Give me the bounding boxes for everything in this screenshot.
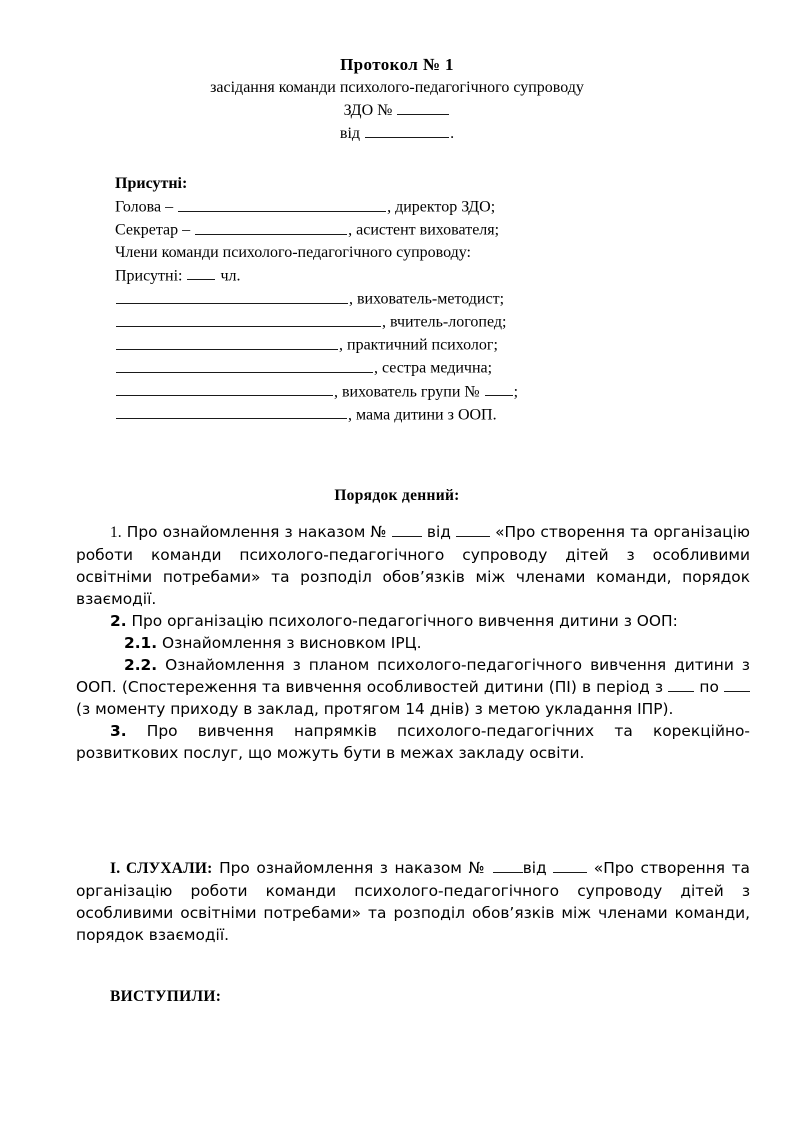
chair-role: , директор ЗДО; xyxy=(387,198,496,216)
member-role: , мама дитини з ООП. xyxy=(348,406,497,424)
chair-label: Голова – xyxy=(115,198,178,216)
agenda-item-2-1-text: Ознайомлення з висновком ІРЦ. xyxy=(157,634,422,652)
secretary-role: , асистент вихователя; xyxy=(348,221,500,239)
date-suffix: . xyxy=(450,125,455,142)
agenda-item-1-order-number-blank[interactable] xyxy=(392,522,422,537)
agenda-item-2-2-text-b: по xyxy=(694,678,724,696)
secretary-label: Секретар – xyxy=(115,221,195,239)
agenda-item-2-2-text-a: Ознайомлення з планом психолого-педагогічного вивчення дитини з ООП. (Спостереження та вивчення особливостей дитини (ПІ) в період з xyxy=(76,656,750,696)
agenda-item-1-number: 1. xyxy=(110,524,122,541)
member-row xyxy=(115,381,675,404)
document-subtitle: засідання команди психолого-педагогічного супроводу xyxy=(210,79,584,96)
agenda-item-2-2-text-c: (з моменту приходу в заклад, протягом 14 днів) з метою укладання ІПР). xyxy=(76,700,674,718)
attendee-count-blank[interactable] xyxy=(187,265,215,281)
member-name-blank[interactable] xyxy=(116,404,347,420)
agenda-item-1-text-b: від xyxy=(421,523,457,541)
listened-order-number-blank[interactable] xyxy=(493,858,523,873)
listened-order-date-blank[interactable] xyxy=(553,858,587,873)
member-row xyxy=(115,288,675,311)
agenda-item-3-text: Про вивчення напрямків психолого-педагогічних та корекційно-розвиткових послуг, що можуть бути в межах закладу освіти. xyxy=(76,722,750,762)
agenda-item-2-number: 2. xyxy=(110,612,127,630)
member-row xyxy=(115,357,675,380)
attendee-count-label: Присутні: xyxy=(115,267,187,285)
agenda-item-2-2-period-to-blank[interactable] xyxy=(724,677,750,692)
member-name-blank[interactable] xyxy=(116,357,373,373)
institution-number-blank[interactable] xyxy=(397,99,449,115)
listened-label: I. СЛУХАЛИ: xyxy=(110,860,213,877)
member-row-suffix: ; xyxy=(513,383,519,401)
member-role: , вихователь-методист; xyxy=(349,290,505,308)
institution-number-line xyxy=(60,99,734,122)
agenda-item-1-text-c: «Про створення та організацію роботи команди психолого-педагогічного супроводу дітей з особливими освітніми потребами» та розподіл обов’язків між членами команди, порядок взаємодії. xyxy=(76,523,750,608)
member-row xyxy=(115,404,675,427)
agenda-item-1 xyxy=(76,521,750,610)
member-name-blank[interactable] xyxy=(116,311,381,327)
attendee-count-suffix: чл. xyxy=(216,267,241,285)
page-title: Протокол № 1 xyxy=(340,55,454,74)
agenda-item-1-text-a: Про ознайомлення з наказом № xyxy=(121,523,392,541)
member-role: , вихователь групи № xyxy=(334,383,484,401)
member-name-blank[interactable] xyxy=(116,381,333,397)
attendees-section xyxy=(115,172,675,288)
agenda-item-2 xyxy=(76,610,750,632)
member-name-blank[interactable] xyxy=(116,334,338,350)
spoke-heading: ВИСТУПИЛИ: xyxy=(110,988,222,1005)
agenda-item-3 xyxy=(76,720,750,764)
date-label: від xyxy=(339,125,365,142)
title-block xyxy=(60,54,734,145)
chair-name-blank[interactable] xyxy=(178,196,386,212)
agenda-item-2-2 xyxy=(76,654,750,720)
member-row xyxy=(115,334,675,357)
attendee-row-secretary xyxy=(115,219,675,242)
member-role: , сестра медична; xyxy=(374,360,493,378)
attendee-row-chair xyxy=(115,196,675,219)
listened-paragraph xyxy=(76,857,750,946)
members-list xyxy=(115,288,675,427)
member-row xyxy=(115,311,675,334)
member-role: , вчитель-логопед; xyxy=(382,313,507,331)
agenda-item-2-text: Про організацію психолого-педагогічного вивчення дитини з ООП: xyxy=(126,612,678,630)
agenda-body xyxy=(76,521,750,764)
agenda-item-2-2-period-from-blank[interactable] xyxy=(668,677,694,692)
listened-text-a: Про ознайомлення з наказом № xyxy=(212,859,493,877)
member-role: , практичний психолог; xyxy=(339,336,498,354)
attendee-count-row xyxy=(115,265,675,288)
agenda-item-2-1 xyxy=(76,632,750,654)
agenda-item-2-2-number: 2.2. xyxy=(124,656,158,674)
members-intro: Члени команди психолого-педагогічного супроводу: xyxy=(115,244,471,262)
agenda-heading: Порядок денний: xyxy=(334,487,460,504)
listened-section xyxy=(76,857,750,946)
agenda-item-2-1-number: 2.1. xyxy=(124,634,158,652)
agenda-item-1-order-date-blank[interactable] xyxy=(456,522,490,537)
member-name-blank[interactable] xyxy=(116,288,348,304)
listened-text-b: від xyxy=(522,859,554,877)
attendees-heading: Присутні: xyxy=(115,175,188,192)
agenda-item-3-number: 3. xyxy=(110,722,127,740)
secretary-name-blank[interactable] xyxy=(195,219,347,235)
date-blank[interactable] xyxy=(365,122,449,138)
listened-text-c: «Про створення та організацію роботи команди психолого-педагогічного супроводу дітей з особливими освітніми потребами» та розподіл обов’язків між членами команди, порядок взаємодії. xyxy=(76,859,750,944)
group-number-blank[interactable] xyxy=(485,381,513,397)
institution-label: ЗДО № xyxy=(343,102,397,119)
document-date-line xyxy=(60,122,734,145)
